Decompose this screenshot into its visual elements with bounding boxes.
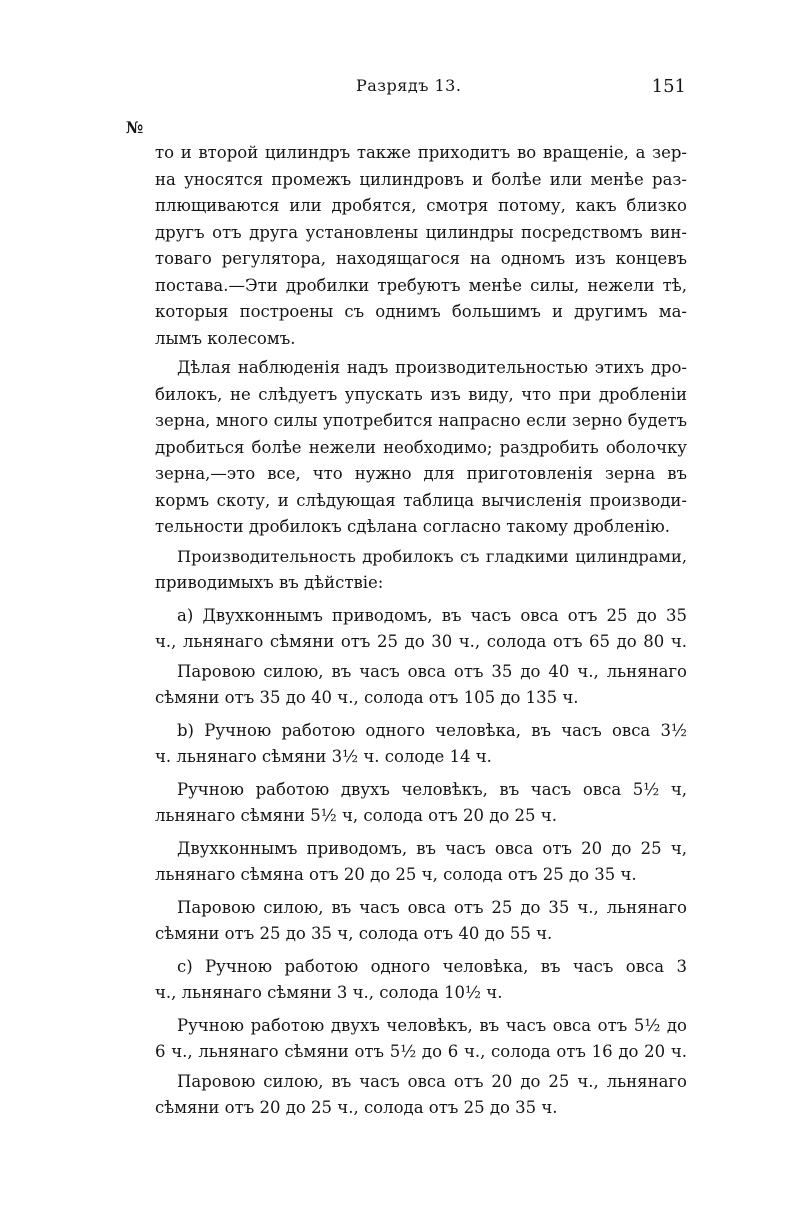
text-line: b) Ручною работою одного человѣка, въ часъ овса 3½ — [177, 720, 687, 740]
paragraph-b-4 — [155, 895, 687, 948]
running-head — [0, 76, 810, 100]
text-line: сѣмяни отъ 20 до 25 ч., солода отъ 25 до 35 ч. — [155, 1098, 558, 1117]
text-line: сѣмяни отъ 25 до 35 ч, солода отъ 40 до 55 ч. — [155, 924, 553, 943]
text-line: дробиться болѣе нежели необходимо; раздробить оболочку — [155, 437, 687, 457]
text-line: которыя построены съ однимъ большимъ и другимъ ма- — [155, 302, 687, 321]
text-line: лымъ колесомъ. — [155, 328, 296, 348]
text-line: Ручною работою двухъ человѣкъ, въ часъ овса 5½ ч, — [177, 779, 687, 799]
text-line: ч., льнянаго сѣмяни отъ 25 до 30 ч., солода отъ 65 до 80 ч. — [155, 632, 687, 651]
text-line: льнянаго сѣмяна отъ 20 до 25 ч, солода отъ 25 до 35 ч. — [155, 865, 637, 884]
text-line: на уносятся промежъ цилиндровъ и болѣе или менѣе раз- — [155, 169, 687, 189]
text-line: другъ отъ друга установлены цилиндры посредствомъ вин- — [155, 222, 687, 242]
paragraph-c-3 — [155, 1069, 687, 1122]
paragraph-2 — [155, 355, 687, 541]
paragraph-b-2 — [155, 777, 687, 830]
paragraph-b-3 — [155, 836, 687, 889]
text-line: с) Ручною работою одного человѣка, въ часъ овса 3 — [177, 956, 687, 976]
paragraph-c-2 — [155, 1013, 687, 1066]
paragraph-a-1 — [155, 603, 687, 656]
text-line: ч. льнянаго сѣмяни 3½ ч. солоде 14 ч. — [155, 747, 492, 766]
section-title: Разрядъ 13. — [356, 76, 462, 95]
text-line: кормъ скоту, и слѣдующая таблица вычисленія производи- — [155, 490, 687, 510]
paragraph-c-1 — [155, 954, 687, 1007]
paragraph-1 — [155, 140, 687, 352]
text-line: плющиваются или дробятся, смотря потому, какъ близко — [155, 196, 687, 215]
text-line: товаго регулятора, находящагося на одномъ изъ концевъ — [155, 249, 687, 268]
body-text — [155, 140, 687, 1122]
text-line: льнянаго сѣмяни 5½ ч, солода отъ 20 до 25 ч. — [155, 806, 557, 825]
text-line: Дѣлая наблюденія надъ производительностью этихъ дро- — [177, 358, 687, 377]
text-line: а) Двухконнымъ приводомъ, въ часъ овса отъ 25 до 35 — [177, 605, 687, 625]
text-line: приводимыхъ въ дѣйствіе: — [155, 573, 384, 592]
text-line: Ручною работою двухъ человѣкъ, въ часъ овса отъ 5½ до — [177, 1015, 687, 1035]
text-line: Паровою силою, въ часъ овса отъ 25 до 35 ч., льнянаго — [177, 897, 687, 917]
text-line: ч., льнянаго сѣмяни 3 ч., солода 10½ ч. — [155, 983, 503, 1002]
margin-number-mark: № — [126, 118, 144, 137]
text-line: Производительность дробилокъ съ гладкими цилиндрами, — [177, 546, 687, 566]
text-line: постава.—Эти дробилки требуютъ менѣе силы, нежели тѣ, — [155, 275, 687, 295]
text-line: Двухконнымъ приводомъ, въ часъ овса отъ 20 до 25 ч, — [177, 838, 687, 858]
page-number: 151 — [651, 76, 686, 97]
text-line: Паровою силою, въ часъ овса отъ 20 до 25 ч., льнянаго — [177, 1071, 687, 1091]
text-line: Паровою силою, въ часъ овса отъ 35 до 40 ч., льнянаго — [177, 661, 687, 681]
text-line: зерна, много силы употребится напрасно если зерно будетъ — [155, 411, 687, 430]
text-line: 6 ч., льнянаго сѣмяни отъ 5½ до 6 ч., солода отъ 16 до 20 ч. — [155, 1042, 687, 1061]
text-line: билокъ, не слѣдуетъ упускать изъ виду, что при дробленіи — [155, 384, 687, 404]
text-line: сѣмяни отъ 35 до 40 ч., солода отъ 105 до 135 ч. — [155, 688, 579, 707]
text-line: тельности дробилокъ сдѣлана согласно такому дробленію. — [155, 517, 670, 536]
paragraph-3 — [155, 544, 687, 597]
paragraph-a-2 — [155, 659, 687, 712]
text-line: зерна,—это все, что нужно для приготовленія зерна въ — [155, 464, 687, 483]
text-line: то и второй цилиндръ также приходитъ во вращеніе, а зер- — [155, 143, 687, 162]
paragraph-b-1 — [155, 718, 687, 771]
